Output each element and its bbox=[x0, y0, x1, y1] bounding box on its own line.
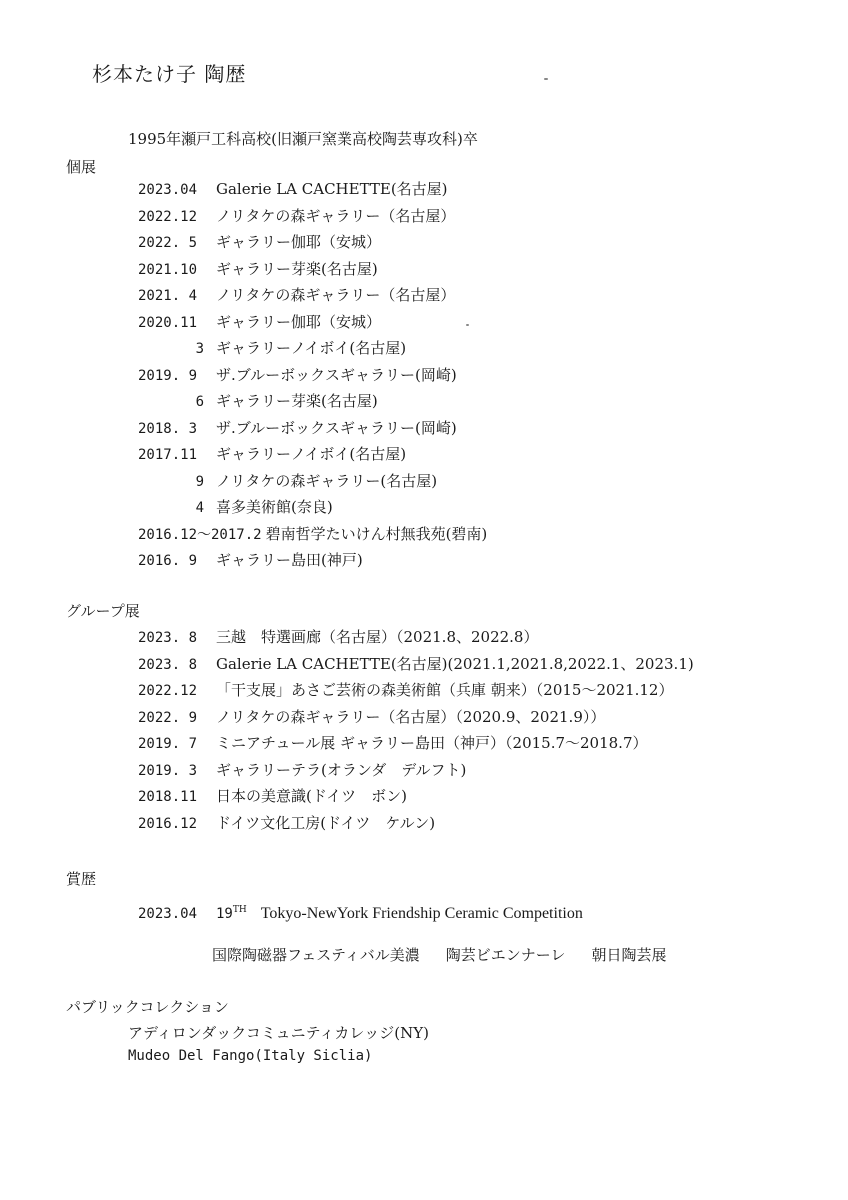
solo-heading: 個展 bbox=[66, 158, 97, 176]
list-item bbox=[138, 494, 487, 521]
item-date: 2016. 9 bbox=[138, 553, 198, 569]
item-text: 「干支展」あさご芸術の森美術館（兵庫 朝来）（2015～2021.12） bbox=[216, 681, 674, 699]
item-text: ノリタケの森ギャラリー（名古屋） bbox=[216, 206, 456, 225]
item-date: 2016.12～2017.2 bbox=[138, 526, 262, 543]
page-title: 杉本たけ子 陶歴 bbox=[92, 62, 247, 86]
item-text: ノリタケの森ギャラリー（名古屋） bbox=[216, 286, 456, 304]
list-item bbox=[138, 547, 487, 574]
award-name: Tokyo-NewYork Friendship Ceramic Competition bbox=[260, 905, 583, 922]
award-other-item: 陶芸ビエンナーレ bbox=[445, 946, 566, 964]
list-item bbox=[138, 388, 487, 415]
list-item bbox=[138, 441, 487, 468]
list-item bbox=[138, 651, 694, 678]
collection-text: Mudeo Del Fango(Italy Siclia) bbox=[128, 1048, 373, 1064]
item-text: 碧南哲学たいけん村無我苑(碧南) bbox=[265, 524, 488, 543]
collections-heading: パブリックコレクション bbox=[66, 998, 229, 1016]
list-item bbox=[138, 783, 694, 810]
item-text: 三越 特選画廊（名古屋）（2021.8、2022.8） bbox=[216, 628, 539, 646]
item-text: 日本の美意識(ドイツ ボン) bbox=[216, 787, 407, 805]
list-item bbox=[138, 415, 487, 442]
education-line: 1995年瀬戸工科高校(旧瀬戸窯業高校陶芸専攻科)卒 bbox=[128, 130, 478, 148]
item-date: 3 bbox=[195, 341, 204, 357]
item-date: 2018. 3 bbox=[138, 420, 198, 437]
item-date: 6 bbox=[195, 394, 204, 410]
list-item bbox=[138, 176, 487, 203]
item-date: 2021. 4 bbox=[138, 288, 198, 304]
list-item bbox=[138, 810, 694, 837]
list-item bbox=[138, 704, 694, 731]
item-text: ギャラリー芽楽(名古屋) bbox=[216, 259, 378, 278]
group-list bbox=[138, 624, 694, 836]
item-text: ノリタケの森ギャラリー（名古屋）（2020.9、2021.9）） bbox=[216, 707, 606, 726]
scan-speck bbox=[466, 324, 469, 326]
item-text: ギャラリーテラ(オランダ デルフト) bbox=[216, 760, 467, 779]
award-date: 2023.04 bbox=[138, 906, 198, 922]
item-date: 2019. 7 bbox=[138, 736, 198, 752]
awards-heading: 賞歴 bbox=[66, 870, 97, 888]
item-date: 2017.11 bbox=[138, 447, 198, 463]
list-item bbox=[138, 730, 694, 757]
list-item bbox=[138, 229, 487, 256]
item-date: 2022. 9 bbox=[138, 709, 198, 726]
item-date: 4 bbox=[195, 500, 204, 516]
award-line bbox=[138, 904, 583, 923]
solo-list bbox=[138, 176, 487, 574]
award-ordinal: 19 bbox=[216, 906, 233, 922]
item-text: ノリタケの森ギャラリー(名古屋) bbox=[216, 471, 438, 490]
collection-text: アディロンダックコミュニティカレッジ(NY) bbox=[128, 1024, 429, 1042]
item-date: 2022.12 bbox=[138, 208, 198, 225]
item-date: 2019. 9 bbox=[138, 367, 198, 384]
item-text: ドイツ文化工房(ドイツ ケルン) bbox=[216, 813, 436, 832]
item-date: 9 bbox=[195, 473, 204, 490]
collection-item bbox=[128, 1048, 372, 1064]
list-item bbox=[138, 677, 694, 704]
item-text: ギャラリー芽楽(名古屋) bbox=[216, 392, 378, 410]
item-text: Galerie LA CACHETTE(名古屋)(2021.1,2021.8,2022.1、2023.1) bbox=[216, 654, 694, 673]
list-item bbox=[138, 362, 487, 389]
item-date: 2021.10 bbox=[138, 261, 198, 278]
list-item bbox=[138, 203, 487, 230]
item-date: 2020.11 bbox=[138, 314, 198, 331]
item-text: ザ.ブルーボックスギャラリー(岡崎) bbox=[216, 418, 457, 437]
item-date: 2018.11 bbox=[138, 789, 198, 805]
award-others bbox=[212, 944, 692, 965]
list-item bbox=[138, 309, 487, 336]
item-text: ザ.ブルーボックスギャラリー(岡崎) bbox=[216, 365, 457, 384]
list-item bbox=[138, 521, 487, 548]
group-heading: グループ展 bbox=[66, 602, 140, 620]
list-item bbox=[138, 757, 694, 784]
item-text: 喜多美術館(奈良) bbox=[216, 498, 333, 516]
scan-speck bbox=[544, 78, 548, 80]
list-item bbox=[138, 256, 487, 283]
item-date: 2016.12 bbox=[138, 815, 198, 832]
award-other-item: 国際陶磁器フェスティバル美濃 bbox=[212, 946, 420, 964]
award-other-item: 朝日陶芸展 bbox=[591, 946, 667, 964]
item-date: 2023. 8 bbox=[138, 630, 198, 646]
item-date: 2022.12 bbox=[138, 683, 198, 699]
item-date: 2023. 8 bbox=[138, 656, 198, 673]
item-date: 2019. 3 bbox=[138, 762, 198, 779]
list-item bbox=[138, 468, 487, 495]
list-item bbox=[138, 282, 487, 309]
item-text: ギャラリーノイボイ(名古屋) bbox=[216, 445, 407, 463]
item-text: ギャラリー島田(神戸) bbox=[216, 551, 363, 569]
item-text: Galerie LA CACHETTE(名古屋) bbox=[216, 180, 448, 198]
list-item bbox=[138, 335, 487, 362]
collection-item bbox=[128, 1022, 429, 1043]
award-ordinal-suffix: TH bbox=[232, 905, 247, 915]
list-item bbox=[138, 624, 694, 651]
item-text: ギャラリー伽耶（安城） bbox=[216, 312, 382, 331]
item-date: 2023.04 bbox=[138, 182, 198, 198]
item-text: ギャラリーノイボイ(名古屋) bbox=[216, 339, 407, 357]
item-text: ミニアチュール展 ギャラリー島田（神戸）（2015.7～2018.7） bbox=[216, 734, 648, 752]
item-date: 2022. 5 bbox=[138, 235, 198, 251]
item-text: ギャラリー伽耶（安城） bbox=[216, 233, 382, 251]
